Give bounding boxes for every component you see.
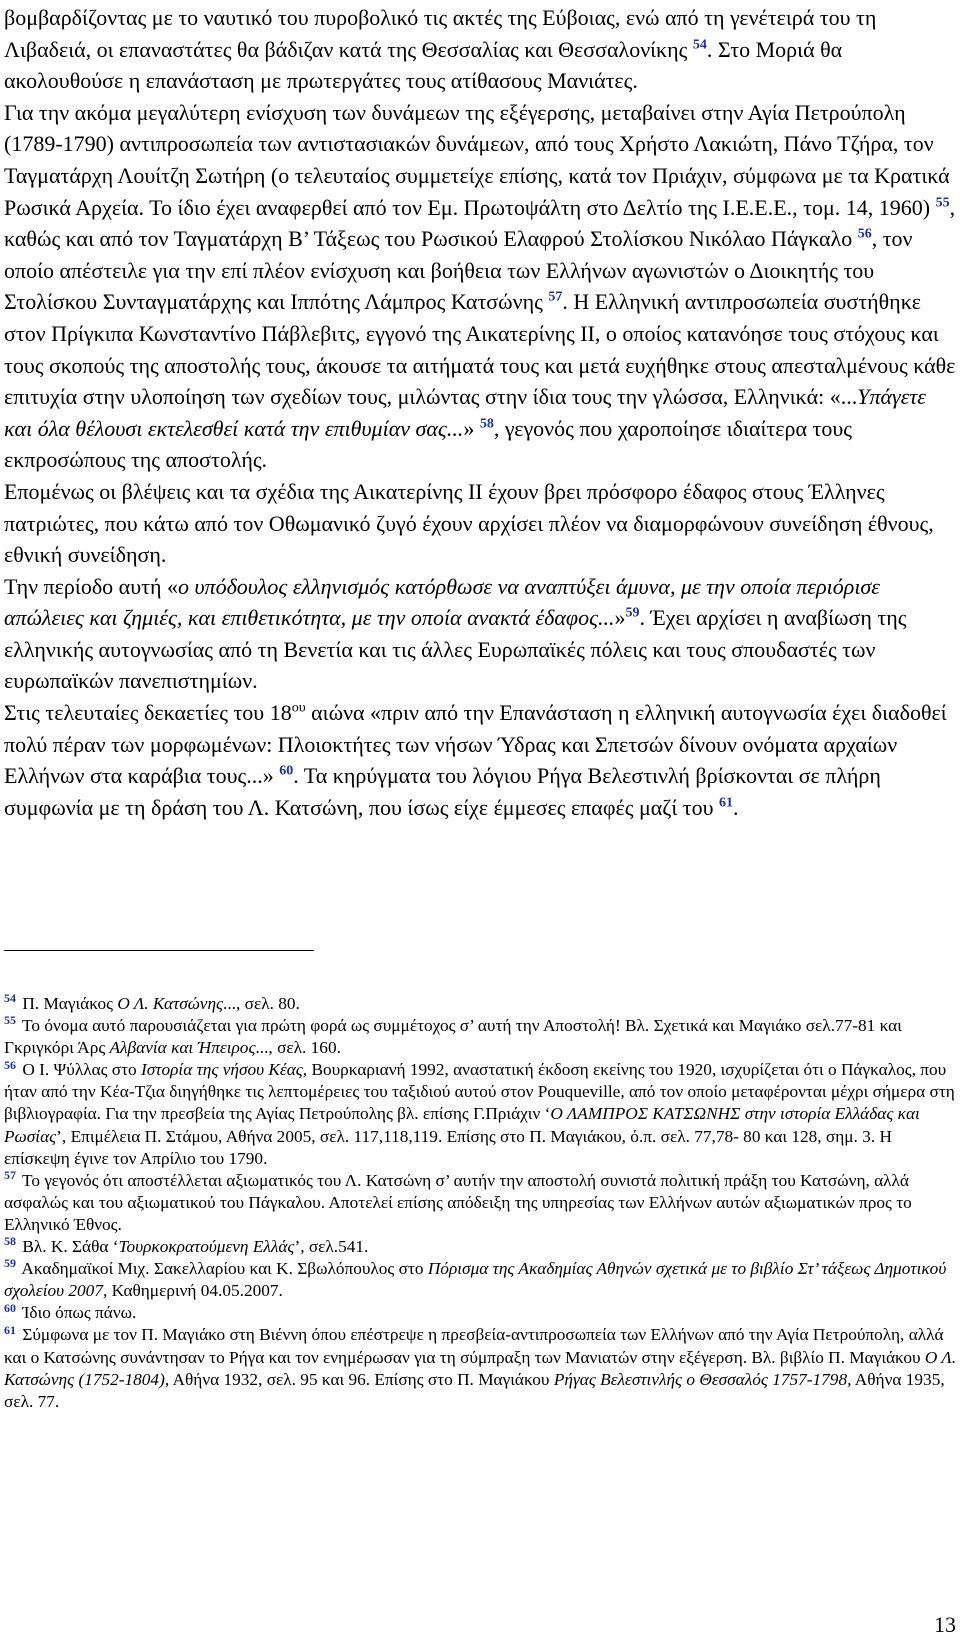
quote-italic: ο υπόδουλος ελληνισμός κατόρθωσε να αναπτύξει άμυνα, με την οποία περιόρισε απώλειες και ζημιές, και επιθετικότητα, με την οποία ανακτά έδαφος...	[4, 573, 880, 631]
footnote-55: $^{55}$ Το όνομα αυτό παρουσιάζεται για πρώτη φορά ως συμμέτοχος σ’ αυτή την Αποστολή! Βλ. Σχετικά και Μαγιάκο σελ.77-81 και Γκριγκόρι Άρς Αλβανία και Ήπειρος..., σελ. 160.	[4, 1013, 902, 1058]
page-number: 13	[934, 1612, 956, 1637]
paragraph-1: βομβαρδίζοντας με το ναυτικό του πυροβολικό τις ακτές της Εύβοιας, ενώ από τη γενέτειρά του τη Λιβαδειά, οι επαναστάτες θα βάδιζαν κατά της Θεσσαλίας και Θεσσαλονίκης $^{54}$. Στο Μοριά θα ακολουθούσε η επανάσταση με πρωτεργάτες τους ατίθασους Μανιάτες.	[4, 5, 877, 94]
footnote-ref-59[interactable]: 59	[625, 605, 640, 621]
footnote-ref-54[interactable]: 54	[692, 37, 707, 53]
footnote-ref-61[interactable]: 61	[719, 795, 734, 811]
footnote-number: 59	[4, 1256, 16, 1271]
footnote-58: $^{58}$ Βλ. Κ. Σάθα ‘Τουρκοκρατούμενη Ελλάς’, σελ.541.	[4, 1234, 369, 1257]
footnote-ref-55[interactable]: 55	[935, 195, 950, 211]
footnote-ref-58[interactable]: 58	[479, 416, 494, 432]
footnote-60: $^{60}$ Ίδιο όπως πάνω.	[4, 1300, 137, 1323]
footnote-number: 57	[4, 1167, 16, 1182]
paragraph-2: Για την ακόμα μεγαλύτερη ενίσχυση των δυνάμεων της εξέγερσης, μεταβαίνει στην Αγία Πετρούπολη (1789-1790) αντιπροσωπεία των αντιστασιακών δυνάμεων, από τους Χρήστο Λακιώτη, Πάνο Τζήρα, τον Ταγματάρχη Λουίτζη Σωτήρη (ο τελευταίος συμμετείχε επίσης, κατά τον Πριάχιν, σύμφωνα με τα Κρατικά Ρωσικά Αρχεία. Το ίδιο έχει αναφερθεί από τον Εμ. Πρωτοψάλτη στο Δελτίο της Ι.Ε.Ε.Ε., τομ. 14, 1960) $^{55}$, καθώς και από τον Ταγματάρχη Β’ Τάξεως του Ρωσικού Ελαφρού Στολίσκου Νικόλαο Πάγκαλο $^{56}$, τον οποίο απέστειλε για την επί πλέον ενίσχυση και βοήθεια των Ελλήνων αγωνιστών ο Διοικητής του Στολίσκου Συνταγματάρχης και Ιππότης Λάμπρος Κατσώνης $^{57}$. Η Ελληνική αντιπροσωπεία συστήθηκε στον Πρίγκιπα Κωνσταντίνο Πάβλεβιτς, εγγονό της Αικατερίνης ΙΙ, ο οποίος κατανόησε τους στόχους και τους σκοπούς της αποστολής τους, άκουσε τα αιτήματά τους και μετά ευχήθηκε στους απεσταλμένους κάθε επιτυχία στην υλοποίηση των σχεδίων τους, μιλώντας στην ίδια τους την γλώσσα, Ελληνικά: «...Υπάγετε και όλα θέλουσι εκτελεσθεί κατά την επιθυμίαν σας...» $^{58}$, γεγονός που χαροποίησε ιδιαίτερα τους εκπροσώπους της αποστολής.	[4, 99, 956, 473]
footnote-ref-57[interactable]: 57	[548, 290, 563, 306]
footnote-59: $^{59}$ Ακαδημαϊκοί Μιχ. Σακελλαρίου και Κ. Σβωλόπουλος στο Πόρισμα της Ακαδημίας Αθηνών σχετικά με το βιβλίο Στ’ τάξεως Δημοτικού σχολείου 2007, Καθημερινή 04.05.2007.	[4, 1256, 947, 1301]
footnote-54: $^{54}$ Π. Μαγιάκος Ο Λ. Κατσώνης..., σελ. 80.	[4, 991, 300, 1013]
footnote-number: 54	[4, 991, 16, 1006]
paragraph-5: Στις τελευταίες δεκαετίες του $18^{o\upsilon}$ αιώνα «πριν από την Επανάσταση η ελληνική αυτογνωσία έχει διαδοθεί πολύ πέραν των μορφωμένων: Πλοιοκτήτες των νήσων Ύδρας και Σπετσών δίνουν ονόματα αρχαίων Ελλήνων στα καράβια τους...» $^{60}$. Τα κηρύγματα του λόγιου Ρήγα Βελεστινλή βρίσκονται σε πλήρη συμφωνία με τη δράση του Λ. Κατσώνη, που ίσως είχε έμμεσες επαφές μαζί του $^{61}$.	[4, 700, 947, 820]
paragraph-3: Επομένως οι βλέψεις και τα σχέδια της Αικατερίνης ΙΙ έχουν βρει πρόσφορο έδαφος στους Έλληνες πατριώτες, που κάτω από τον Οθωμανικό ζυγό έχουν αρχίσει πλέον να διαμορφώνουν συνείδηση έθνους, εθνική συνείδηση.	[4, 478, 934, 568]
footnote-separator	[4, 950, 314, 951]
paragraph-4: Την περίοδο αυτή «ο υπόδουλος ελληνισμός κατόρθωσε να αναπτύξει άμυνα, με την οποία περιόρισε απώλειες και ζημιές, και επιθετικότητα, με την οποία ανακτά έδαφος...»$^{59}$. Έχει αρχίσει η αναβίωση της ελληνικής αυτογνωσίας από τη Βενετία και τις άλλες Ευρωπαϊκές πόλεις και τους σπουδαστές των ευρωπαϊκών πανεπιστημίων.	[4, 573, 907, 694]
footnote-56: $^{56}$ Ο Ι. Ψύλλας στο Ιστορία της νήσου Κέας, Βουρκαριανή 1992, αναστατική έκδοση εκείνης του 1920, ισχυρίζεται ότι ο Πάγκαλος, που ήταν από την Κέα-Τζια διηγήθηκε τις λεπτομέρειες του ταξιδιού αυτού στον Pouqueville, από τον οποίο μεταφέρονται μέχρι σήμερα στη βιβλιογραφία. Για την πρεσβεία της Αγίας Πετρούπολης βλ. επίσης Γ.Πριάχιν ‘Ο ΛΑΜΠΡΟΣ ΚΑΤΣΩΝΗΣ στην ιστορία Ελλάδας και Ρωσίας’, Επιμέλεια Π. Στάμου, Αθήνα 2005, σελ. 117,118,119. Επίσης στο Π. Μαγιάκου, ό.π. σελ. 77,78- 80 και 128, σημ. 3. Η επίσκεψη έγινε τον Απρίλιο του 1790.	[4, 1057, 955, 1168]
footnote-number: 61	[4, 1322, 16, 1337]
footnote-number: 58	[4, 1234, 16, 1249]
footnote-57: $^{57}$ Το γεγονός ότι αποστέλλεται αξιωματικός του Λ. Κατσώνη σ’ αυτήν την αποστολή συνιστά πολιτική πράξη του Κατσώνη, αλλά ασφαλώς και του αξιωματικού του Πάγκαλου. Αποτελεί επίσης απόδειξη της υπηρεσίας των Ελλήνων αυτών αξιωματικών προς το Ελληνικό Έθνος.	[4, 1167, 912, 1234]
footnote-ref-60[interactable]: 60	[279, 763, 294, 779]
footnote-61: $^{61}$ Σύμφωνα με τον Π. Μαγιάκο στη Βιέννη όπου επέστρεψε η πρεσβεία-αντιπροσωπεία των Ελλήνων από την Αγία Πετρούπολη, αλλά και ο Κατσώνης συνάντησαν το Ρήγα και τον ενημέρωσαν για τη σύμπραξη των Μανιατών στην εξέγερση. Βλ. βιβλίο Π. Μαγιάκου Ο Λ. Κατσώνης (1752-1804), Αθήνα 1932, σελ. 95 και 96. Επίσης στο Π. Μαγιάκου Ρήγας Βελεστινλής ο Θεσσαλός 1757-1798, Αθήνα 1935, σελ. 77.	[4, 1322, 957, 1411]
footnote-number: 60	[4, 1300, 16, 1315]
footnote-number: 55	[4, 1013, 16, 1028]
footnotes	[4, 993, 958, 1413]
footnote-number: 56	[4, 1057, 16, 1072]
quote-italic: Υπάγετε και όλα θέλουσι εκτελεσθεί κατά την επιθυμίαν σας...	[4, 384, 926, 441]
footnote-ref-56[interactable]: 56	[857, 226, 872, 242]
ordinal-superscript: ου	[291, 700, 306, 716]
main-text	[4, 2, 958, 823]
